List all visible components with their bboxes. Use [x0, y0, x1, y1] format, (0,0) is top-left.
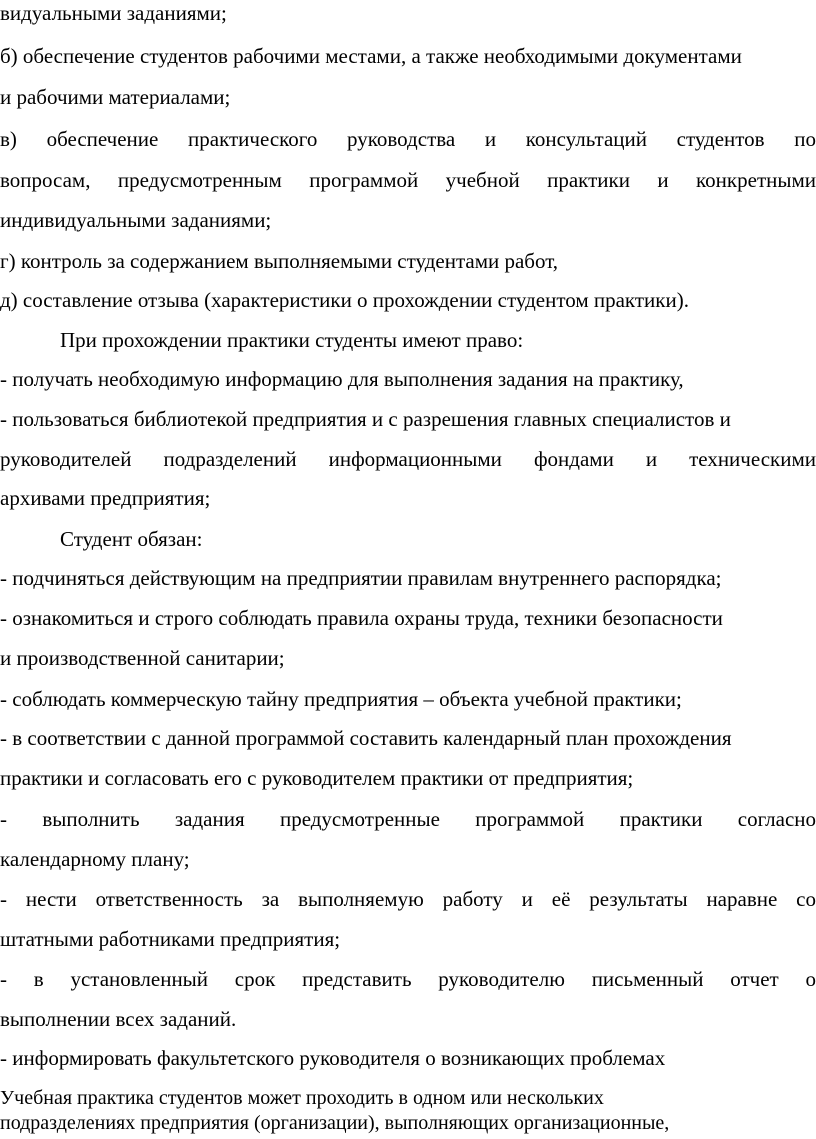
text-line-21: - выполнить задания предусмотренные программой практики согласно: [0, 807, 816, 831]
text-line-4: в) обеспечение практического руководства и консультаций студентов по: [0, 127, 816, 151]
text-line-12: руководителей подразделений информационными фондами и техническими: [0, 447, 816, 471]
text-line-1: видуальными заданиями;: [0, 1, 227, 25]
text-line-24: штатными работниками предприятия;: [0, 927, 341, 951]
text-line-16: - ознакомиться и строго соблюдать правила охраны труда, техники безопасности: [0, 606, 723, 630]
text-line-23: - нести ответственность за выполняемую работу и её результаты наравне со: [0, 887, 816, 911]
text-line-15: - подчиняться действующим на предприятии правилам внутреннего распорядка;: [0, 566, 722, 590]
text-line-20: практики и согласовать его с руководителем практики от предприятия;: [0, 766, 634, 790]
text-line-7: г) контроль за содержанием выполняемыми студентами работ,: [0, 249, 559, 273]
text-line-9: При прохождении практики студенты имеют право:: [60, 328, 524, 352]
text-line-17: и производственной санитарии;: [0, 646, 285, 670]
text-line-13: архивами предприятия;: [0, 486, 211, 510]
text-line-18: - соблюдать коммерческую тайну предприятия – объекта учебной практики;: [0, 687, 682, 711]
text-line-29: подразделениях предприятия (организации), выполняющих организационные,: [0, 1112, 670, 1134]
text-line-2: б) обеспечение студентов рабочими местами, а также необходимыми документами: [0, 44, 742, 68]
text-line-8: д) составление отзыва (характеристики о прохождении студентом практики).: [0, 288, 689, 312]
text-line-6: индивидуальными заданиями;: [0, 208, 272, 232]
text-line-25: - в установленный срок представить руководителю письменный отчет о: [0, 967, 816, 991]
text-line-3: и рабочими материалами;: [0, 85, 231, 109]
text-line-26: выполнении всех заданий.: [0, 1007, 237, 1031]
text-line-19: - в соответствии с данной программой составить календарный план прохождения: [0, 726, 732, 750]
text-line-5: вопросам, предусмотренным программой учебной практики и конкретными: [0, 168, 816, 192]
text-line-27: - информировать факультетского руководителя о возникающих проблемах: [0, 1046, 666, 1070]
text-line-28: Учебная практика студентов может проходить в одном или нескольких: [0, 1087, 604, 1109]
text-line-14: Студент обязан:: [60, 527, 203, 551]
text-line-22: календарному плану;: [0, 847, 190, 871]
text-line-11: - пользоваться библиотекой предприятия и с разрешения главных специалистов и: [0, 407, 731, 431]
text-line-10: - получать необходимую информацию для выполнения задания на практику,: [0, 367, 684, 391]
